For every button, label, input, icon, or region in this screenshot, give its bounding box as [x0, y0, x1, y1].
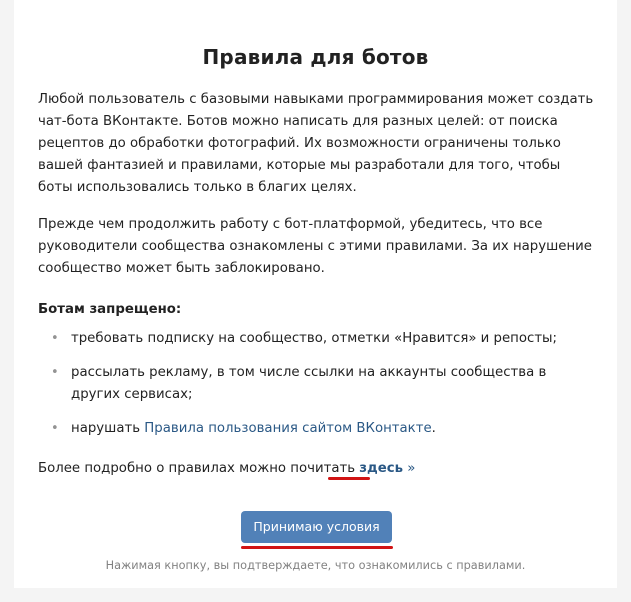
bullet-icon: • — [51, 331, 59, 346]
rule-text: нарушать — [71, 421, 145, 436]
rule-item-advertising — [38, 362, 598, 406]
intro-paragraph: Любой пользователь с базовыми навыками программирования может создать чат-бота ВКонтакте. Ботов можно написать для разных целей: от поиска рецептов до обработки фотографий. Их возможности ограничены только вашей фантазией и правилами, которые мы разработали для того, чтобы боты использовались только в благих целях. — [38, 92, 594, 195]
rule-item-subscription — [38, 328, 598, 350]
forbidden-heading: Ботам запрещено: — [38, 302, 182, 317]
warning-paragraph: Прежде чем продолжить работу с бот-платформой, убедитесь, что все руководители сообщества ознакомлены с этими правилами. За их нарушение сообщество может быть заблокировано. — [38, 217, 592, 276]
bullet-icon: • — [51, 421, 59, 436]
bullet-icon: • — [51, 365, 59, 380]
rule-item-terms — [38, 418, 598, 440]
red-underline-annotation — [328, 477, 370, 480]
forbidden-rules-list — [38, 328, 598, 452]
page-title: Правила для ботов — [202, 45, 429, 69]
more-info-text: Более подробно о правилах можно почитать — [38, 461, 360, 476]
arrow-right-icon: » — [403, 461, 416, 476]
consent-footnote: Нажимая кнопку, вы подтверждаете, что ознакомились с правилами. — [105, 559, 526, 572]
rule-text: требовать подписку на сообщество, отметки «Нравится» и репосты; — [71, 331, 558, 346]
rules-card — [14, 0, 617, 588]
more-info-link[interactable]: здесь — [359, 461, 404, 476]
rule-suffix: . — [431, 421, 436, 436]
terms-of-use-link[interactable]: Правила пользования сайтом ВКонтакте — [144, 421, 432, 436]
red-underline-annotation — [241, 546, 393, 549]
accept-terms-button[interactable]: Принимаю условия — [241, 511, 392, 543]
rule-text: рассылать рекламу, в том числе ссылки на аккаунты сообщества в других сервисах; — [71, 365, 547, 402]
